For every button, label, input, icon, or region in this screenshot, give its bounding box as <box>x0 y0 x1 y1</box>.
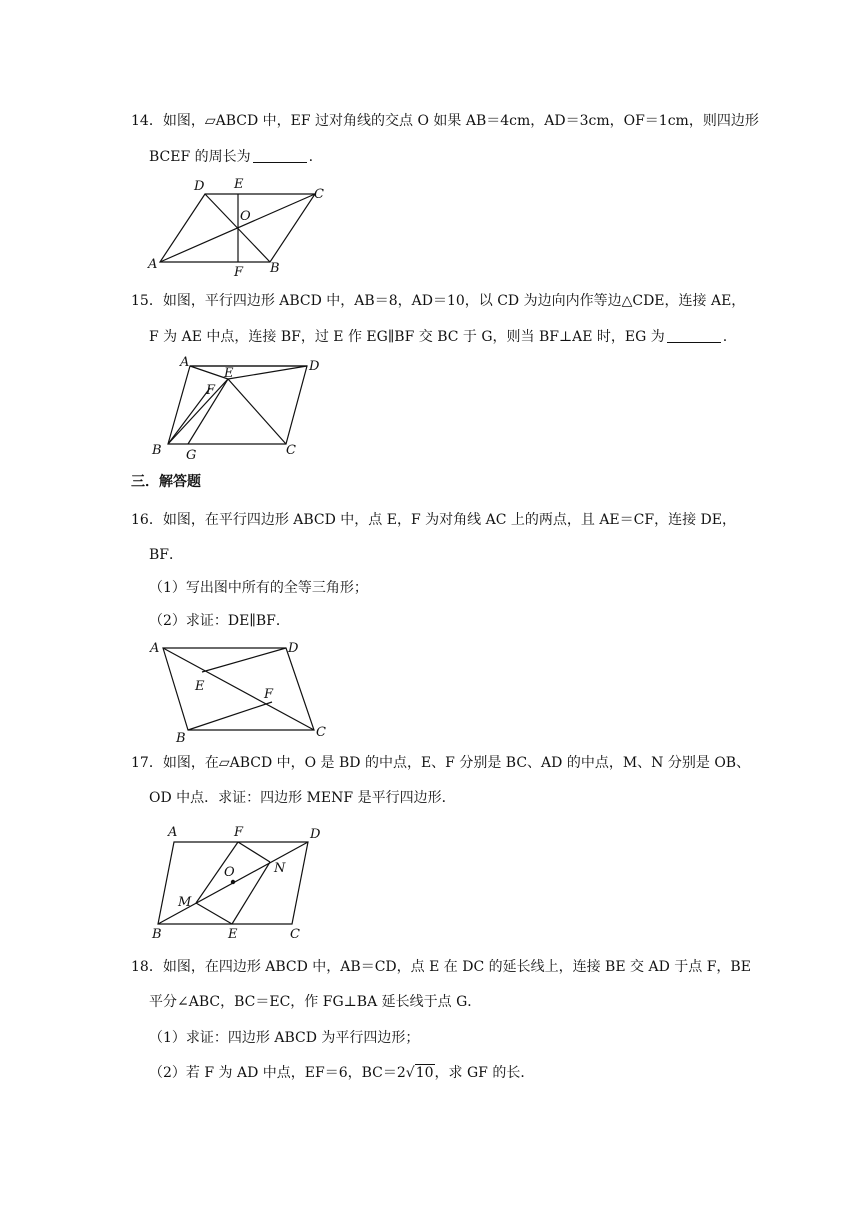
q17-label-b: B <box>152 927 162 942</box>
q17-label-c: C <box>290 927 300 942</box>
q17-point-o <box>231 880 235 884</box>
q15-label-f: F <box>206 383 216 398</box>
sqrt-radicand: 10 <box>415 1065 434 1081</box>
q17-line1: 17．如图，在▱ABCD 中，O 是 BD 的中点，E、F 分别是 BC、AD 的中点，M、N 分别是 OB、 <box>131 755 751 771</box>
q18-line2: 平分∠ABC，BC＝EC，作 FG⊥BA 延长线于点 G． <box>149 994 482 1010</box>
q16-segment-de <box>202 648 286 672</box>
q14-line1: 14．如图，▱ABCD 中，EF 过对角线的交点 O 如果 AB＝4cm，AD＝3cm，OF＝1cm，则四边形 <box>131 113 759 129</box>
q16-figure <box>140 632 340 744</box>
q14-figure <box>140 172 340 282</box>
q17-label-a: A <box>168 825 178 840</box>
q14-label-f: F <box>234 265 244 280</box>
q16-label-e: E <box>195 679 205 694</box>
q15-segment-bf <box>168 388 210 444</box>
q15-segment-ce <box>228 379 286 444</box>
q14-label-e: E <box>234 177 244 192</box>
q17-label-n: N <box>274 861 286 876</box>
q17-label-f: F <box>234 825 244 840</box>
q17-label-m: M <box>178 895 192 910</box>
q16-line1: 16．如图，在平行四边形 ABCD 中，点 E，F 为对角线 AC 上的两点，且 AE＝CF，连接 DE， <box>131 512 736 528</box>
sqrt-expression: √10 <box>405 1065 434 1081</box>
q17-segment-nf <box>238 842 270 862</box>
section-heading: 三．解答题 <box>131 474 201 490</box>
q15-label-e: E <box>224 366 234 381</box>
q15-label-a: A <box>180 355 190 370</box>
q15-label-d: D <box>309 359 320 374</box>
q14-line2-end: . <box>308 149 314 165</box>
q15-label-c: C <box>286 443 296 458</box>
q17-figure <box>140 820 355 942</box>
q14-label-o: O <box>240 209 251 224</box>
q18-sub2-end: ，求 GF 的长． <box>434 1065 535 1081</box>
answer-blank <box>253 148 307 163</box>
q18-sub1: （1）求证：四边形 ABCD 为平行四边形； <box>149 1030 420 1046</box>
q16-label-d: D <box>288 641 299 656</box>
q16-label-a: A <box>150 641 160 656</box>
q16-line2: BF． <box>149 547 184 563</box>
q15-label-g: G <box>186 448 197 462</box>
q14-label-a: A <box>148 257 158 272</box>
q16-segment-bf <box>188 702 272 730</box>
q14-line2 <box>149 147 313 167</box>
q16-label-c: C <box>316 725 326 740</box>
q14-label-d: D <box>194 179 205 194</box>
q18-sub2 <box>149 1063 534 1083</box>
q15-line1: 15．如图，平行四边形 ABCD 中，AB＝8，AD＝10，以 CD 为边向内作等边△CDE，连接 AE， <box>131 293 746 309</box>
q16-sub1: （1）写出图中所有的全等三角形； <box>149 580 368 596</box>
q17-segment-me <box>196 903 232 924</box>
q17-label-e: E <box>228 927 238 942</box>
q17-label-o: O <box>224 865 235 880</box>
q16-label-f: F <box>264 687 274 702</box>
q15-line2-text: F 为 AE 中点，连接 BF，过 E 作 EG∥BF 交 BC 于 G，则当 BF⊥AE 时，EG 为 <box>149 329 665 345</box>
q15-segment-de <box>228 366 307 379</box>
q16-diagonal-ac <box>163 648 314 730</box>
q15-line2 <box>149 327 727 347</box>
q17-label-d: D <box>310 827 321 842</box>
q14-line2-text: BCEF 的周长为 <box>149 149 251 165</box>
q15-line2-end: . <box>722 329 728 345</box>
q17-line2: OD 中点．求证：四边形 MENF 是平行四边形． <box>149 790 456 806</box>
q16-label-b: B <box>176 731 186 744</box>
q14-label-c: C <box>314 187 324 202</box>
q16-sub2: （2）求证：DE∥BF． <box>149 613 290 629</box>
q18-sub2-text: （2）若 F 为 AD 中点，EF＝6，BC＝2 <box>149 1065 406 1081</box>
q14-label-b: B <box>270 261 280 276</box>
q15-label-b: B <box>152 443 162 458</box>
q17-segment-en <box>232 862 270 924</box>
answer-blank <box>667 328 721 343</box>
q18-line1: 18．如图，在四边形 ABCD 中，AB＝CD，点 E 在 DC 的延长线上，连接 BE 交 AD 于点 F，BE <box>131 959 751 975</box>
q15-segment-ae <box>190 366 228 379</box>
q15-figure <box>140 352 340 462</box>
